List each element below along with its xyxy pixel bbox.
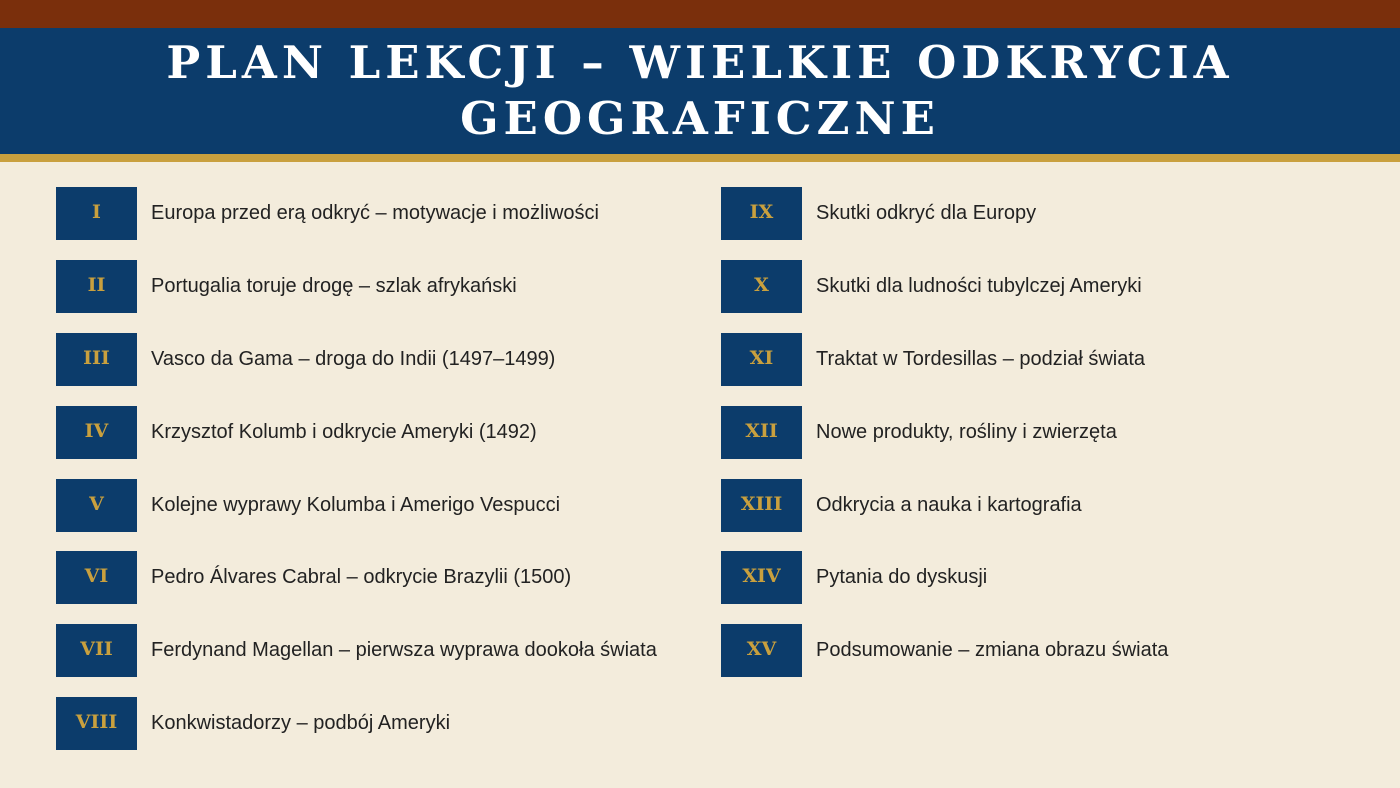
agenda-item <box>56 551 571 604</box>
agenda-item <box>721 333 1145 386</box>
agenda-numeral: IX <box>721 187 802 240</box>
agenda-item <box>56 260 517 313</box>
agenda-item <box>721 260 1142 313</box>
agenda-item <box>56 479 560 532</box>
page-title-line-2: GEOGRAFICZNE <box>460 92 940 145</box>
agenda-label: Konkwistadorzy – podbój Ameryki <box>151 712 451 734</box>
agenda-label: Ferdynand Magellan – pierwsza wyprawa dookoła świata <box>151 639 657 661</box>
agenda-numeral: VIII <box>56 697 137 750</box>
agenda-numeral: IV <box>56 406 137 459</box>
agenda-numeral: VI <box>56 551 137 604</box>
agenda-item <box>56 406 537 459</box>
agenda-numeral: III <box>56 333 137 386</box>
agenda-item <box>721 479 1082 532</box>
agenda-item <box>56 697 450 750</box>
agenda-label: Skutki dla ludności tubylczej Ameryki <box>816 275 1142 297</box>
agenda-item <box>56 333 555 386</box>
agenda-item <box>56 187 599 240</box>
agenda-label: Pytania do dyskusji <box>816 566 988 588</box>
page-title <box>166 35 1233 147</box>
agenda-item <box>56 624 657 677</box>
agenda-numeral: VII <box>56 624 137 677</box>
agenda-numeral: XI <box>721 333 802 386</box>
agenda-label: Kolejne wyprawy Kolumba i Amerigo Vespucci <box>151 494 561 516</box>
agenda-label: Portugalia toruje drogę – szlak afrykański <box>151 275 517 297</box>
agenda-numeral: XIV <box>721 551 802 604</box>
agenda-label: Pedro Álvares Cabral – odkrycie Brazylii (1500) <box>151 566 572 588</box>
agenda-label: Skutki odkryć dla Europy <box>816 202 1037 224</box>
agenda-numeral: II <box>56 260 137 313</box>
page-title-line-1: PLAN LEKCJI – WIELKIE ODKRYCIA <box>166 36 1234 89</box>
agenda-label: Vasco da Gama – droga do Indii (1497–1499) <box>151 348 556 370</box>
agenda-label: Traktat w Tordesillas – podział świata <box>816 348 1146 370</box>
agenda-numeral: V <box>56 479 137 532</box>
agenda-item <box>721 624 1168 677</box>
agenda-label: Nowe produkty, rośliny i zwierzęta <box>816 421 1117 443</box>
agenda-item <box>721 406 1117 459</box>
agenda-item <box>721 551 987 604</box>
agenda-numeral: XII <box>721 406 802 459</box>
title-banner <box>0 28 1400 154</box>
agenda-numeral: XIII <box>721 479 802 532</box>
agenda-numeral: I <box>56 187 137 240</box>
agenda-label: Podsumowanie – zmiana obrazu świata <box>816 639 1169 661</box>
agenda-item <box>721 187 1036 240</box>
agenda-label: Europa przed erą odkryć – motywacje i możliwości <box>151 202 599 224</box>
gold-divider <box>0 154 1400 162</box>
agenda-label: Krzysztof Kolumb i odkrycie Ameryki (1492) <box>151 421 537 443</box>
top-stripe <box>0 0 1400 28</box>
agenda-numeral: X <box>721 260 802 313</box>
agenda-label: Odkrycia a nauka i kartografia <box>816 494 1082 516</box>
agenda-numeral: XV <box>721 624 802 677</box>
